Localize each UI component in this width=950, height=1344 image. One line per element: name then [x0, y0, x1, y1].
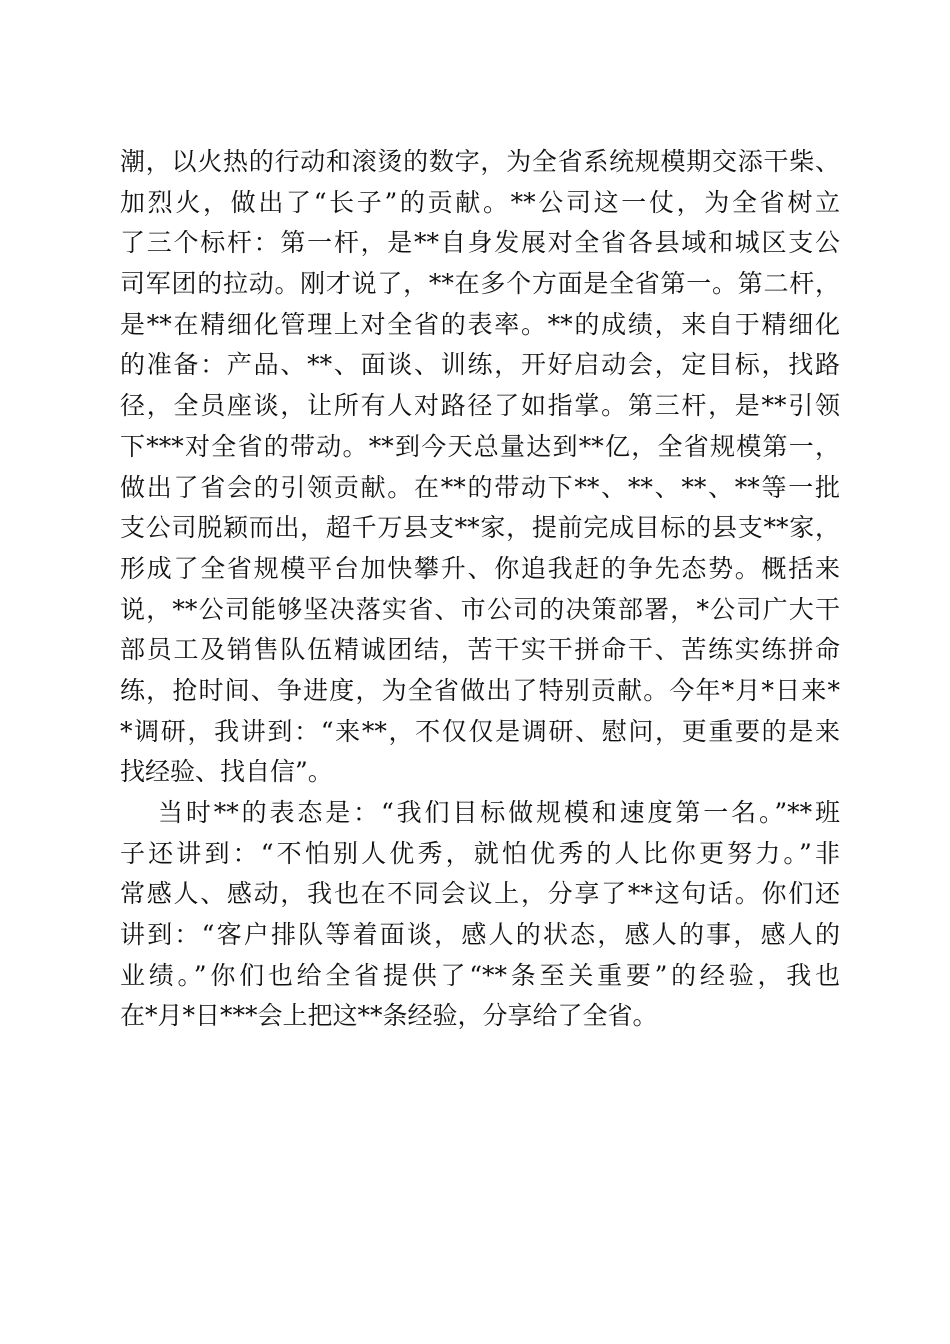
- text-line: 子还讲到：“不怕别人优秀，就怕优秀的人比你更努力。”非: [120, 838, 840, 868]
- text-line: 做出了省会的引领贡献。在**的带动下**、**、**、**等一批: [120, 472, 840, 502]
- text-line: 常感人、感动，我也在不同会议上，分享了**这句话。你们还: [120, 879, 840, 909]
- text-line: 练，抢时间、争进度，为全省做出了特别贡献。今年*月*日来*: [120, 675, 840, 705]
- body-text: [120, 142, 840, 1037]
- text-line: 径，全员座谈，让所有人对路径了如指掌。第三杆，是**引领: [120, 391, 840, 421]
- text-line: 说，**公司能够坚决落实省、市公司的决策部署，*公司广大干: [120, 594, 840, 624]
- text-line: 支公司脱颖而出，超千万县支**家，提前完成目标的县支**家，: [120, 513, 840, 543]
- text-line: 司军团的拉动。刚才说了，**在多个方面是全省第一。第二杆，: [120, 269, 840, 299]
- text-line: 的准备：产品、**、面谈、训练，开好启动会，定目标，找路: [120, 350, 840, 380]
- text-line: 找经验、找自信”。: [120, 757, 333, 787]
- paragraph-first-line: 当时**的表态是：“我们目标做规模和速度第一名。”**班: [158, 798, 840, 827]
- text-line: *调研，我讲到：“来**，不仅仅是调研、慰问，更重要的是来: [120, 716, 840, 746]
- text-line: 是**在精细化管理上对全省的表率。**的成绩，来自于精细化: [120, 309, 840, 339]
- text-line: 业绩。”你们也给全省提供了“**条至关重要”的经验，我也: [120, 960, 840, 990]
- text-line: 部员工及销售队伍精诚团结，苦干实干拼命干、苦练实练拼命: [120, 635, 840, 665]
- text-line: 了三个标杆：第一杆，是**自身发展对全省各县域和城区支公: [120, 228, 840, 258]
- text-line: 在*月*日***会上把这**条经验，分享给了全省。: [120, 1001, 658, 1031]
- text-line: 加烈火，做出了“长子”的贡献。**公司这一仗，为全省树立: [120, 187, 840, 217]
- text-line: 下***对全省的带动。**到今天总量达到**亿，全省规模第一，: [120, 431, 840, 461]
- text-line: 形成了全省规模平台加快攀升、你追我赶的争先态势。概括来: [120, 553, 840, 583]
- text-line: 潮，以火热的行动和滚烫的数字，为全省系统规模期交添干柴、: [120, 147, 840, 176]
- text-line: 讲到：“客户排队等着面谈，感人的状态，感人的事，感人的: [120, 920, 840, 950]
